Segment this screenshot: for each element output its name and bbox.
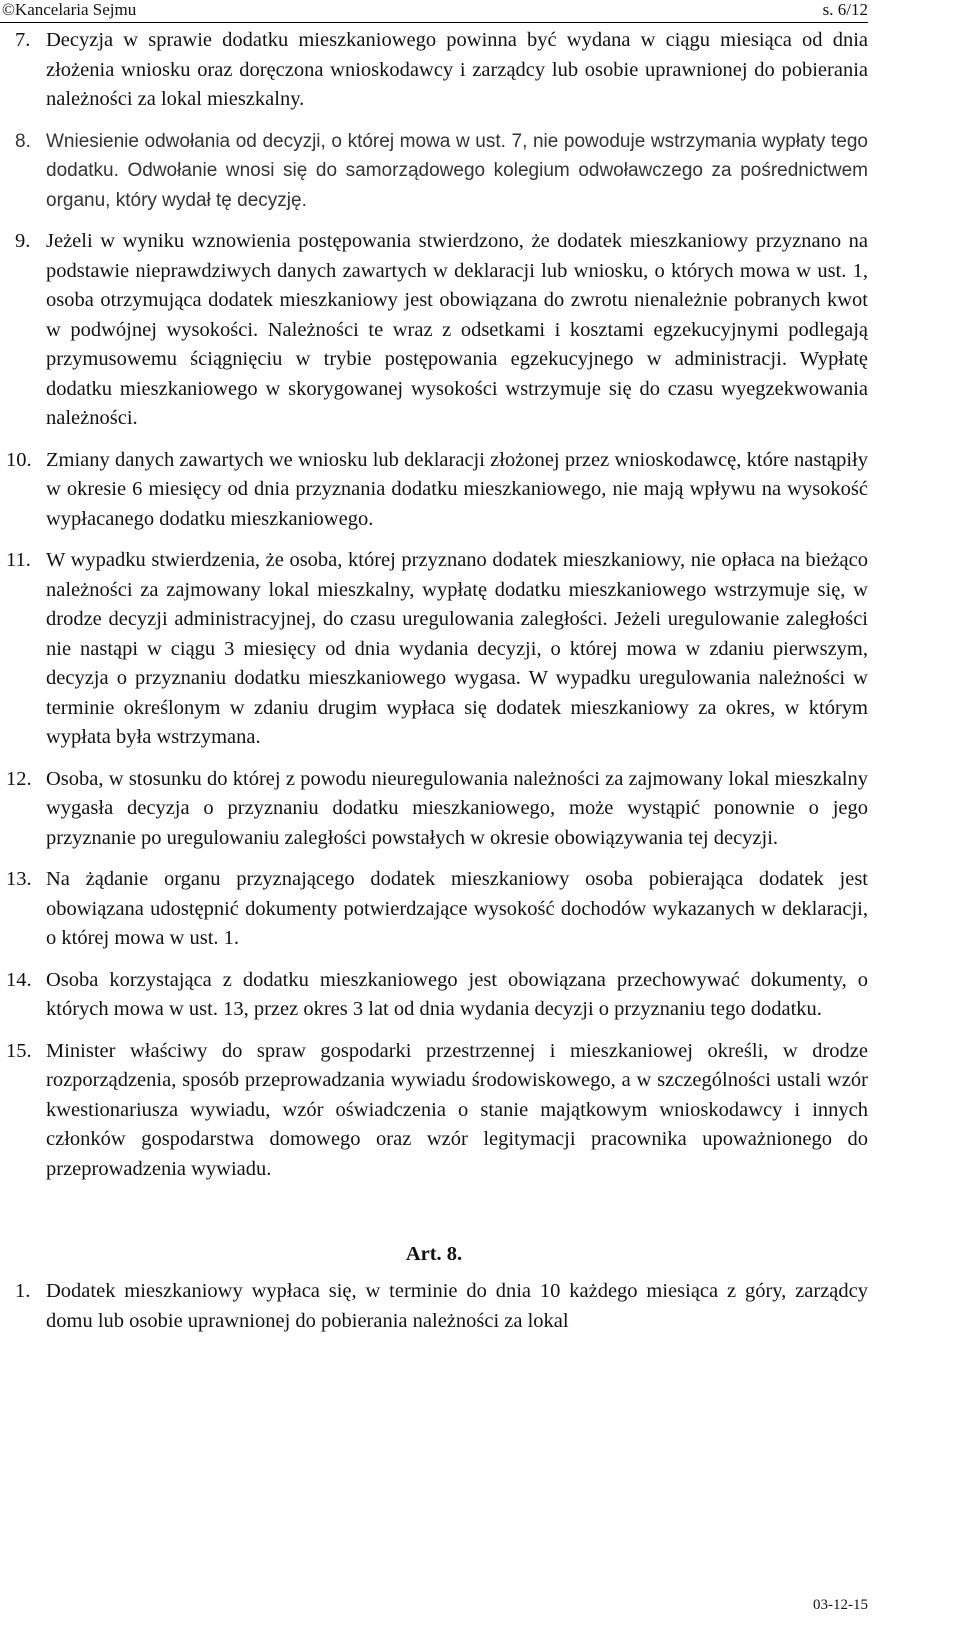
- paragraph-7: [0, 26, 868, 115]
- paragraph-number: 15.: [6, 1039, 32, 1062]
- paragraph-15: [0, 1037, 868, 1185]
- document-body: [0, 26, 868, 1348]
- paragraph-14: [0, 966, 868, 1025]
- footer-date: 03-12-15: [813, 1597, 868, 1613]
- paragraph-number: 12.: [6, 767, 32, 790]
- paragraph-number: 1.: [15, 1280, 31, 1302]
- paragraph-11: [0, 546, 868, 753]
- page-number: s. 6/12: [822, 0, 868, 19]
- publisher-label: ©Kancelaria Sejmu: [2, 0, 137, 19]
- article-title: Art. 8.: [405, 1243, 463, 1265]
- paragraph-9: [0, 227, 868, 434]
- paragraph-text: W wypadku stwierdzenia, że osoba, której przyznano dodatek mieszkaniowy, nie opłaca na bieżąco należności za zajmowany lokal mieszkalny, wypłatę dodatku mieszkaniowego wstrzymuje się, w drodze decyzji administracyjnej, do czasu uregulowania zaległości. Jeżeli uregulowanie zaległości nie nastąpi w ciągu 3 miesięcy od dnia wydania decyzji, o której mowa w zdaniu pierwszym, decyzja o przyznaniu dodatku mieszkaniowego wygasa. W wypadku uregulowania należności w terminie określonym w zdaniu drugim wypłaca się dodatek mieszkaniowy za okres, w którym wypłata była wstrzymana.: [46, 549, 868, 748]
- paragraph-text: Zmiany danych zawartych we wniosku lub deklaracji złożonej przez wnioskodawcę, które nastąpiły w okresie 6 miesięcy od dnia przyznania dodatku mieszkaniowego, nie mają wpływu na wysokość wypłacanego dodatku mieszkaniowego.: [46, 448, 868, 530]
- paragraph-number: 13.: [6, 868, 32, 890]
- paragraph-number: 10.: [6, 448, 32, 471]
- paragraph-number: 11.: [6, 549, 31, 571]
- paragraph-text: Minister właściwy do spraw gospodarki przestrzennej i mieszkaniowej określi, w drodze rozporządzenia, sposób przeprowadzania wywiadu środowiskowego, a w szczególności ustali wzór kwestionariusza wywiadu, wzór oświadczenia o stanie majątkowym wnioskodawcy i innych członków gospodarstwa domowego oraz wzór legitymacji pracownika upoważnionego do przeprowadzenia wywiadu.: [46, 1039, 868, 1180]
- paragraph-text: Osoba, w stosunku do której z powodu nieuregulowania należności za zajmowany lokal mieszkalny wygasła decyzja o przyznaniu dodatku mieszkaniowego, może wystąpić ponownie o jego przyznanie po uregulowaniu zaległości powstałych w okresie obowiązywania tej decyzji.: [46, 767, 868, 849]
- paragraph-text: Osoba korzystająca z dodatku mieszkaniowego jest obowiązana przechowywać dokumenty, o których mowa w ust. 13, przez okres 3 lat od dnia wydania decyzji o przyznaniu tego dodatku.: [46, 968, 868, 1020]
- paragraph-number: 9.: [15, 230, 31, 252]
- article-8-paragraph-1: [0, 1277, 868, 1336]
- paragraph-text: Na żądanie organu przyznającego dodatek mieszkaniowy osoba pobierająca dodatek jest obowiązana udostępnić dokumenty potwierdzające wysokość dochodów wykazanych w deklaracji, o której mowa w ust. 1.: [46, 868, 868, 949]
- paragraph-text: Decyzja w sprawie dodatku mieszkaniowego powinna być wydana w ciągu miesiąca od dnia złożenia wniosku oraz doręczona wnioskodawcy i zarządcy lub osobie uprawnionej do pobierania należności za lokal mieszkalny.: [46, 29, 868, 110]
- paragraph-10: [0, 446, 868, 535]
- paragraph-text: Wniesienie odwołania od decyzji, o której mowa w ust. 7, nie powoduje wstrzymania wypłaty tego dodatku. Odwołanie wnosi się do samorządowego kolegium odwoławczego za pośrednictwem organu, który wydał tę decyzję.: [46, 130, 868, 211]
- paragraph-text: Jeżeli w wyniku wznowienia postępowania stwierdzono, że dodatek mieszkaniowy przyznano na podstawie nieprawdziwych danych zawartych w deklaracji lub wniosku, o których mowa w ust. 1, osoba otrzymująca dodatek mieszkaniowy jest obowiązana do zwrotu nienależnie pobranych kwot w podwójnej wysokości. Należności te wraz z odsetkami i kosztami egzekucyjnymi podlegają przymusowemu ściągnięciu w trybie postępowania egzekucyjnego w administracji. Wypłatę dodatku mieszkaniowego w skorygowanej wysokości wstrzymuje się do czasu wyegzekwowania należności.: [46, 230, 868, 429]
- page-header: [0, 0, 868, 23]
- paragraph-8: [0, 127, 868, 216]
- paragraph-number: 14.: [6, 968, 32, 991]
- paragraph-12: [0, 765, 868, 854]
- paragraph-number: 8.: [15, 130, 31, 152]
- paragraph-text: Dodatek mieszkaniowy wypłaca się, w terminie do dnia 10 każdego miesiąca z góry, zarządcy domu lub osobie uprawnionej do pobierania należności za lokal: [46, 1280, 868, 1332]
- paragraph-number: 7.: [15, 29, 31, 51]
- paragraph-13: [0, 865, 868, 954]
